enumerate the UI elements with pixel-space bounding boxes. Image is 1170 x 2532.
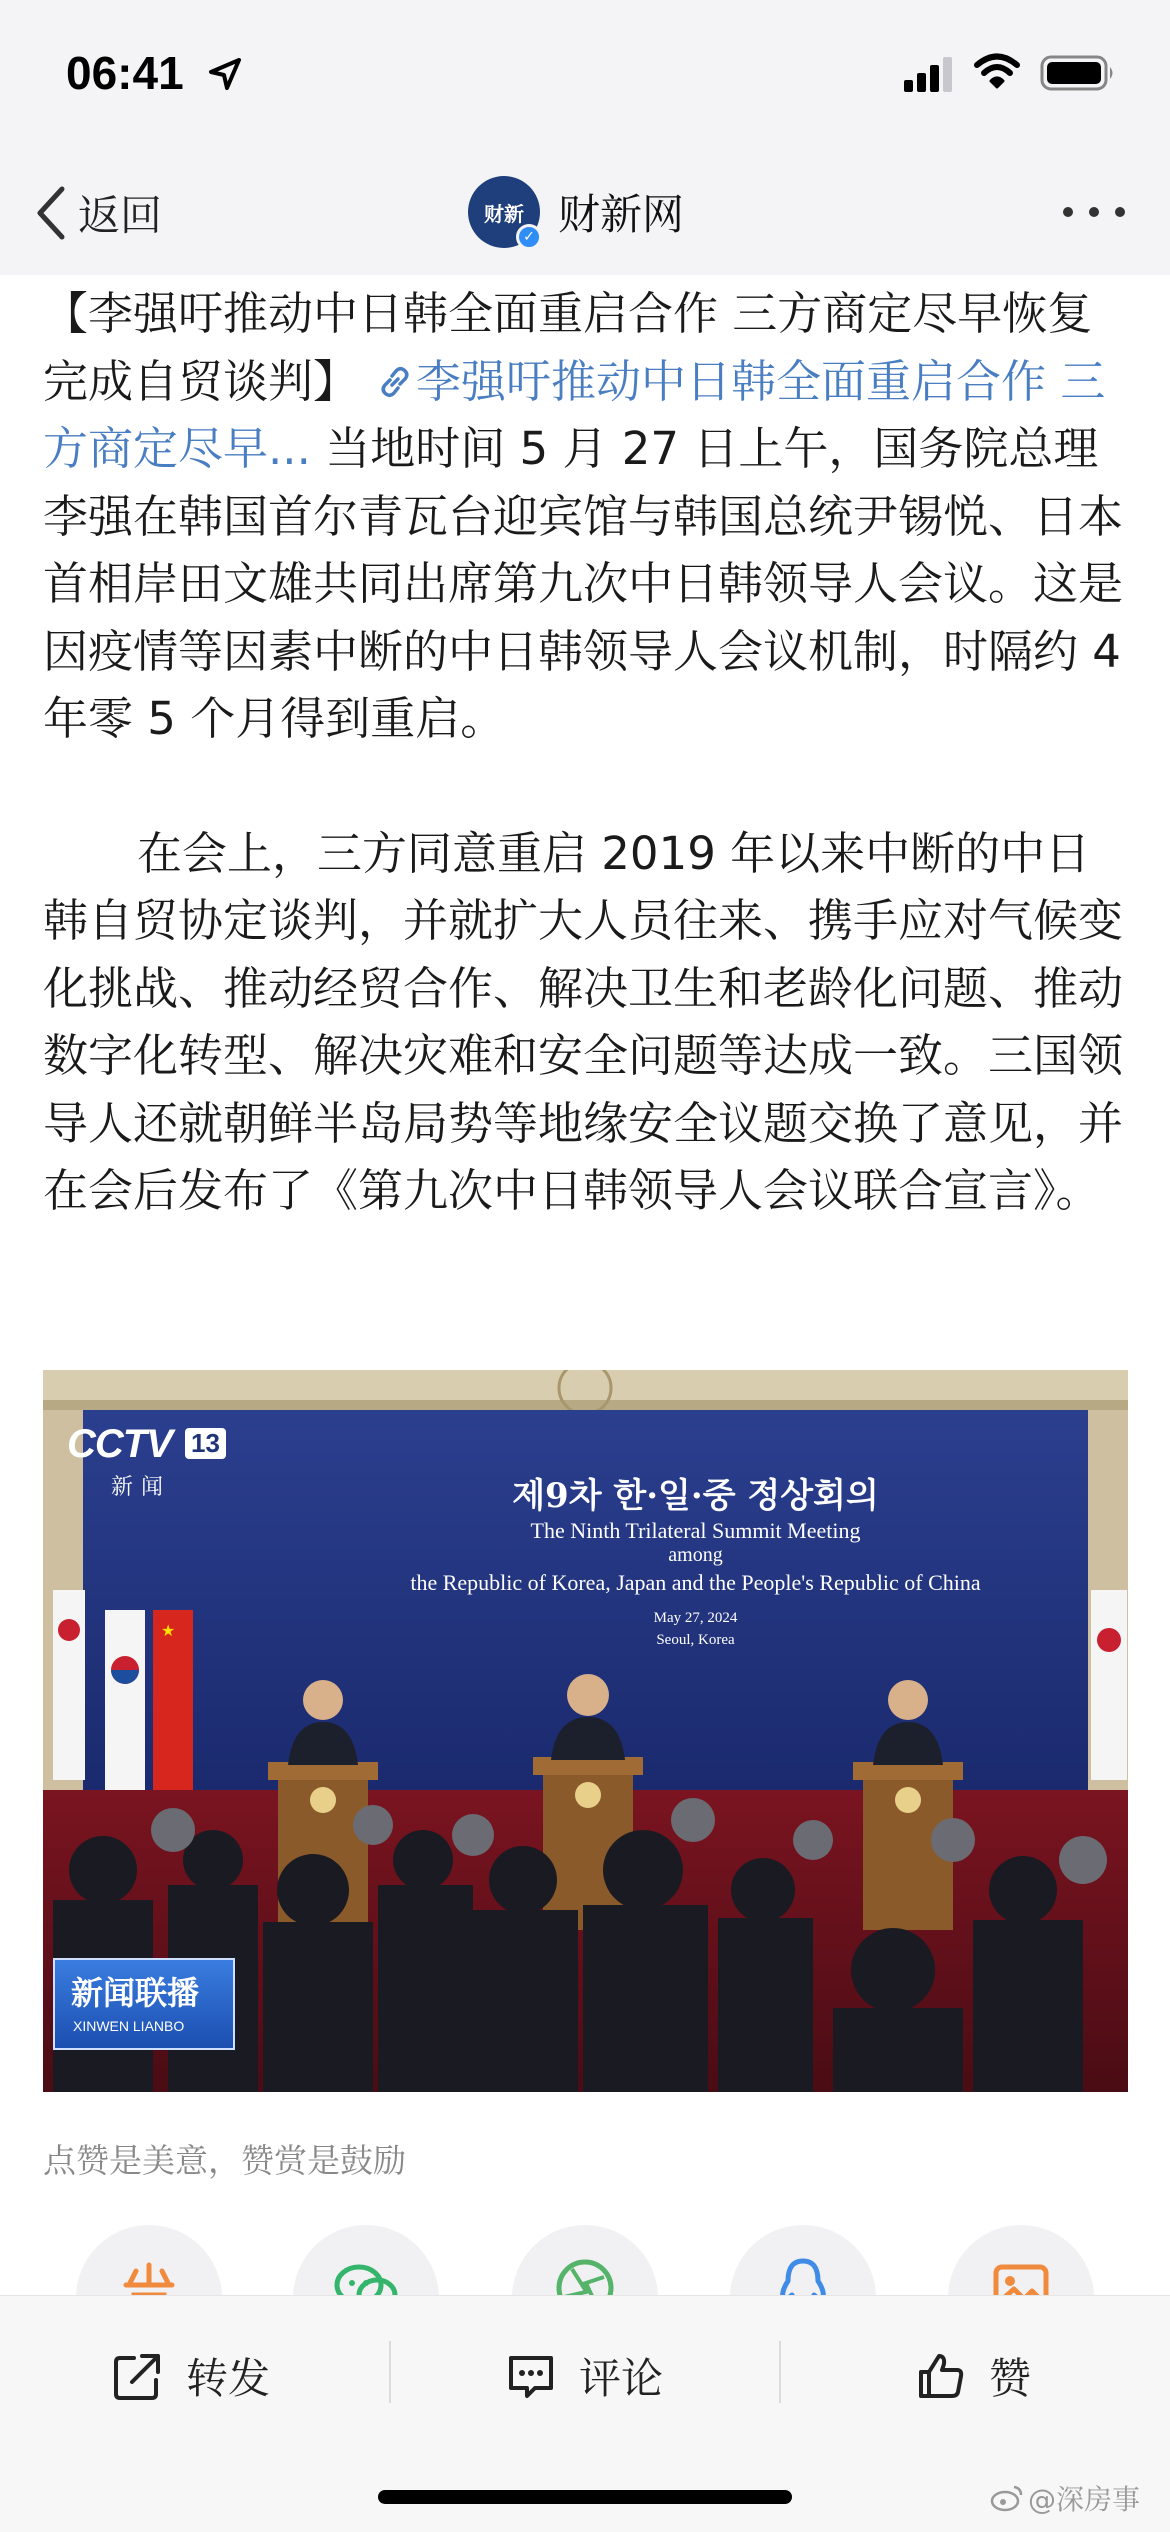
- more-icon[interactable]: [1060, 200, 1130, 224]
- repost-label: 转发: [186, 2354, 271, 2403]
- comment-icon: [505, 2350, 557, 2402]
- share-moments-button[interactable]: [512, 2225, 658, 2295]
- signal-icon: [904, 56, 956, 92]
- svg-text:★: ★: [161, 1621, 176, 1640]
- backdrop-title-korean: 제9차 한·일·중 정상회의: [512, 1476, 879, 1516]
- article-body: [43, 280, 1133, 1225]
- source-name: 财新网: [558, 190, 685, 239]
- back-label: 返回: [78, 191, 163, 240]
- like-label: 赞: [989, 2354, 1032, 2403]
- thumbs-up-icon: [915, 2350, 967, 2402]
- navigation-bar: [0, 150, 1170, 275]
- share-qq-button[interactable]: [730, 2225, 876, 2295]
- cctv-channel-name: 新闻: [111, 1475, 172, 1500]
- xinwen-lianbo-english: XINWEN LIANBO: [73, 2018, 185, 2034]
- link-icon: [376, 363, 414, 401]
- verified-badge-icon: ✓: [516, 224, 542, 250]
- article-paragraph-1: [43, 280, 1133, 753]
- article-headline: 【李强吁推动中日韩全面重启合作 三方商定尽早恢复完成自贸谈判】: [43, 287, 1093, 408]
- wechat-icon: [333, 2255, 399, 2295]
- backdrop-title-english-1: The Ninth Trilateral Summit Meeting: [530, 1518, 861, 1543]
- battery-icon: [1040, 54, 1116, 92]
- watermark: [990, 2478, 1140, 2518]
- watermark-text: @深房事: [1028, 2483, 1141, 2516]
- divider: [779, 2341, 781, 2403]
- moments-icon: [552, 2255, 618, 2295]
- reward-icon: [116, 2255, 182, 2295]
- article-link-text: 李强吁推动中日韩全面重启合作 三方商定尽早...: [43, 354, 1106, 475]
- share-options: [0, 2225, 1170, 2295]
- reward-hint: 点赞是美意，赞赏是鼓励: [43, 2141, 406, 2180]
- backdrop-place: Seoul, Korea: [656, 1632, 735, 1648]
- article-paragraph-2: 在会上，三方同意重启 2019 年以来中断的中日韩自贸协定谈判，并就扩大人员往来、携手应对气候变化挑战、推动经贸合作、解决卫生和老龄化问题、推动数字化转型、解决灾难和安全问题等达成一致。三国领导人还就朝鲜半岛局势等地缘安全议题交换了意见，并在会后发布了《第九次中日韩领导人会议联合宣言》。: [43, 826, 1124, 1217]
- qq-icon: [770, 2255, 836, 2295]
- back-chevron-icon: [34, 185, 68, 241]
- repost-icon: [112, 2350, 164, 2402]
- wifi-icon: [974, 52, 1020, 90]
- xinwen-lianbo-chinese: 新闻联播: [71, 1974, 200, 2012]
- status-bar: [0, 0, 1170, 150]
- comment-button[interactable]: [505, 2336, 663, 2416]
- weibo-icon: [990, 2483, 1024, 2513]
- comment-label: 评论: [579, 2354, 664, 2403]
- reward-button[interactable]: [76, 2225, 222, 2295]
- news-photo[interactable]: [43, 1370, 1128, 2092]
- source-account[interactable]: [468, 172, 684, 252]
- backdrop-title-english-2: among: [668, 1544, 723, 1566]
- save-image-icon: [988, 2255, 1054, 2295]
- source-logo: [468, 176, 540, 248]
- source-logo-text: 财新: [484, 201, 524, 226]
- back-button[interactable]: [34, 178, 162, 248]
- cctv-channel-number: 13: [185, 1428, 226, 1459]
- cctv-logo: CCTV: [67, 1422, 172, 1466]
- status-time: 06:41: [66, 47, 184, 99]
- repost-button[interactable]: [112, 2336, 270, 2416]
- like-button[interactable]: [915, 2336, 1031, 2416]
- divider: [389, 2341, 391, 2403]
- home-indicator[interactable]: [378, 2490, 792, 2504]
- xinwen-lianbo-logo: [53, 1958, 235, 2050]
- backdrop-date: May 27, 2024: [653, 1610, 738, 1626]
- location-arrow-icon: [207, 56, 243, 92]
- article-body-text: 当地时间 5 月 27 日上午，国务院总理李强在韩国首尔青瓦台迎宾馆与韩国总统尹锡悦、日本首相岸田文雄共同出席第九次中日韩领导人会议。这是因疫情等因素中断的中日韩领导人会议机制，时隔约 4 年零 5 个月得到重启。: [43, 422, 1124, 745]
- backdrop-title-english-3: the Republic of Korea, Japan and the People's Republic of China: [410, 1570, 981, 1595]
- share-wechat-button[interactable]: [293, 2225, 439, 2295]
- save-image-button[interactable]: [948, 2225, 1094, 2295]
